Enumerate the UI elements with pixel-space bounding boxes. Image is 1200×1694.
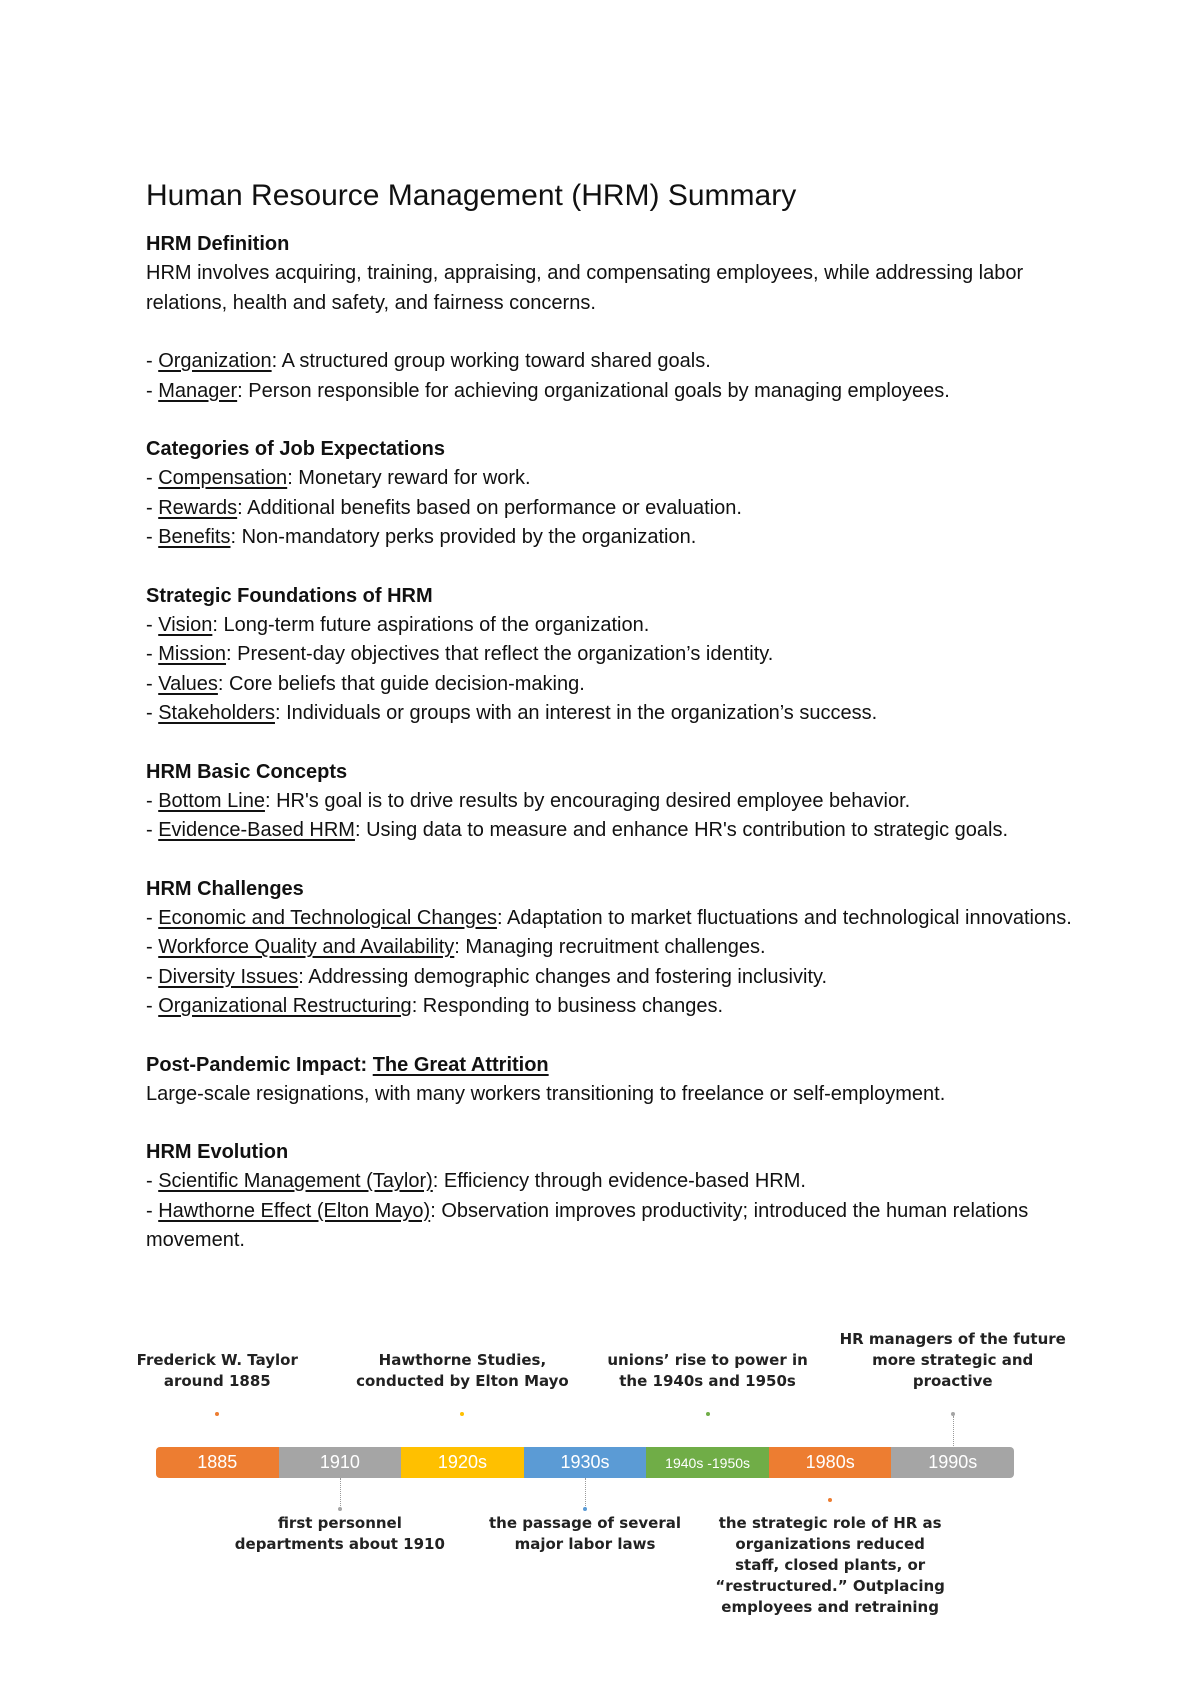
timeline-label-above [838,1329,1068,1392]
term-desc: : Addressing demographic changes and fostering inclusivity. [298,965,828,988]
term-desc: : HR's goal is to drive results by encouraging desired employee behavior. [264,789,911,812]
timeline-label-line: the strategic role of HR as [718,1514,942,1532]
term-desc: : Core beliefs that guide decision-making. [217,672,585,695]
section-heading: Categories of Job Expectations [146,438,445,460]
timeline-label-line: unions’ rise to power in [607,1351,808,1369]
term: Values [158,672,218,695]
term-desc: : Adaptation to market fluctuations and technological innovations. [496,906,1072,929]
list-item: - Scientific Management (Taylor): Efficiency through evidence-based HRM. [146,1170,806,1192]
section-challenges [146,875,1076,1022]
term: Organization [158,350,272,372]
timeline-marker-dot [706,1412,710,1416]
term: Hawthorne Effect (Elton Mayo) [158,1199,431,1222]
timeline-label-line: employees and retraining [721,1598,939,1616]
timeline-segment: 1910 [279,1447,402,1478]
section-definition [146,230,1076,406]
timeline-connector [340,1478,341,1508]
timeline-marker-dot [215,1412,219,1416]
term: Bottom Line [158,789,265,812]
timeline-label-line: proactive [912,1372,993,1390]
term-desc: : Responding to business changes. [411,995,724,1017]
timeline-segment: 1940s -1950s [646,1447,769,1478]
timeline-marker-dot [583,1507,587,1511]
section-post-pandemic [146,1051,1076,1110]
timeline-bar [156,1447,1014,1478]
term-desc: : Individuals or groups with an interest in the organization’s success. [274,702,878,724]
list-item: - Benefits: Non-mandatory perks provided by the organization. [146,526,697,548]
hrm-timeline [0,1330,1200,1630]
section-strategic-foundations [146,582,1076,729]
list-item: - Diversity Issues: Addressing demographic changes and fostering inclusivity. [146,965,828,988]
list-item: - Vision: Long-term future aspirations of the organization. [146,613,650,636]
term-desc: : Managing recruitment challenges. [454,936,766,958]
term: Stakeholders [158,702,275,724]
timeline-label-above [593,1350,823,1392]
timeline-marker-dot [828,1498,832,1502]
term: Workforce Quality and Availability [158,936,455,958]
term: Scientific Management (Taylor) [158,1170,433,1192]
timeline-segment: 1920s [401,1447,524,1478]
term: Diversity Issues [158,965,299,988]
timeline-label-below [715,1513,945,1618]
timeline-label-line: HR managers of the future [839,1330,1066,1348]
term-desc: : A structured group working toward shared goals. [271,350,711,372]
section-text: HRM involves acquiring, training, appraising, and compensating employees, while addressing labor relations, health and safety, and fairness concerns. [146,262,1024,314]
timeline-marker-dot [460,1412,464,1416]
heading-term: The Great Attrition [372,1053,549,1076]
timeline-connector [953,1416,954,1446]
section-basic-concepts [146,758,1076,846]
timeline-label-below [470,1513,700,1555]
heading-prefix: Post-Pandemic Impact: [146,1053,373,1076]
section-heading [146,1051,1076,1080]
section-heading: HRM Challenges [146,877,304,900]
section-heading: HRM Basic Concepts [146,760,348,783]
timeline-label-line: organizations reduced [735,1535,925,1553]
term: Economic and Technological Changes [158,906,497,929]
list-item: - Compensation: Monetary reward for work. [146,467,531,489]
timeline-label-line: Hawthorne Studies, [378,1351,547,1369]
term-desc: : Using data to measure and enhance HR's contribution to strategic goals. [354,819,1009,841]
section-job-expectations [146,435,1076,553]
timeline-label-below [225,1513,455,1555]
timeline-segment: 1930s [524,1447,647,1478]
timeline-marker-dot [338,1507,342,1511]
document-content [146,178,1076,1256]
term-desc: : Efficiency through evidence-based HRM. [432,1170,806,1192]
term: Vision [158,613,213,636]
list-item: - Organizational Restructuring: Responding to business changes. [146,995,724,1017]
list-item: - Stakeholders: Individuals or groups with an interest in the organization’s success. [146,702,878,724]
term-desc: : Non-mandatory perks provided by the organization. [230,526,697,548]
term: Manager [158,379,238,402]
page-title: Human Resource Management (HRM) Summary [146,179,797,212]
timeline-label-above [102,1350,332,1392]
timeline-label-line: around 1885 [163,1372,271,1390]
timeline-label-line: Frederick W. Taylor [136,1351,298,1369]
section-heading: HRM Evolution [146,1141,289,1163]
timeline-label-line: major labor laws [514,1535,656,1553]
timeline-label-line: the passage of several [489,1514,681,1532]
term: Rewards [158,496,238,519]
timeline-label-line: conducted by Elton Mayo [356,1372,569,1390]
term: Evidence-Based HRM [158,819,355,841]
list-item: - Values: Core beliefs that guide decision-making. [146,672,585,695]
timeline-segment: 1980s [769,1447,892,1478]
timeline-label-line: more strategic and [872,1351,1034,1369]
timeline-label-line: first personnel [277,1514,402,1532]
timeline-label-above [347,1350,577,1392]
list-item: - Evidence-Based HRM: Using data to measure and enhance HR's contribution to strategic goals. [146,819,1009,841]
list-item: - Organization: A structured group working toward shared goals. [146,350,711,372]
term: Compensation [158,467,288,489]
section-evolution [146,1138,1076,1256]
list-item: - Workforce Quality and Availability: Managing recruitment challenges. [146,936,766,958]
term-desc: : Present-day objectives that reflect the organization’s identity. [226,643,774,665]
list-item: - Hawthorne Effect (Elton Mayo): Observation improves productivity; introduced the human relations movement. [146,1199,1029,1251]
timeline-segment: 1885 [156,1447,279,1478]
section-heading: Strategic Foundations of HRM [146,584,433,607]
list-item: - Mission: Present-day objectives that reflect the organization’s identity. [146,643,774,665]
term-desc: : Additional benefits based on performance or evaluation. [237,496,742,519]
list-item: - Manager: Person responsible for achieving organizational goals by managing employees. [146,379,950,402]
term-desc: : Observation improves productivity; introduced the human relations movement. [146,1199,1029,1251]
list-item: - Rewards: Additional benefits based on performance or evaluation. [146,496,742,519]
term-desc: : Person responsible for achieving organizational goals by managing employees. [237,379,950,402]
timeline-segment: 1990s [891,1447,1014,1478]
term-desc: : Long-term future aspirations of the organization. [212,613,650,636]
timeline-label-line: departments about 1910 [234,1535,445,1553]
term: Mission [158,643,227,665]
term-desc: : Monetary reward for work. [287,467,531,489]
section-text: Large-scale resignations, with many workers transitioning to freelance or self-employment. [146,1082,946,1105]
term: Benefits [158,526,231,548]
timeline-connector [585,1478,586,1508]
section-heading: HRM Definition [146,233,290,255]
timeline-label-line: “restructured.” Outplacing [715,1577,945,1595]
list-item: - Bottom Line: HR's goal is to drive results by encouraging desired employee behavior. [146,789,911,812]
timeline-label-line: the 1940s and 1950s [619,1372,796,1390]
timeline-label-line: staff, closed plants, or [735,1556,926,1574]
term: Organizational Restructuring [158,995,412,1017]
list-item: - Economic and Technological Changes: Adaptation to market fluctuations and technological innovations. [146,906,1072,929]
